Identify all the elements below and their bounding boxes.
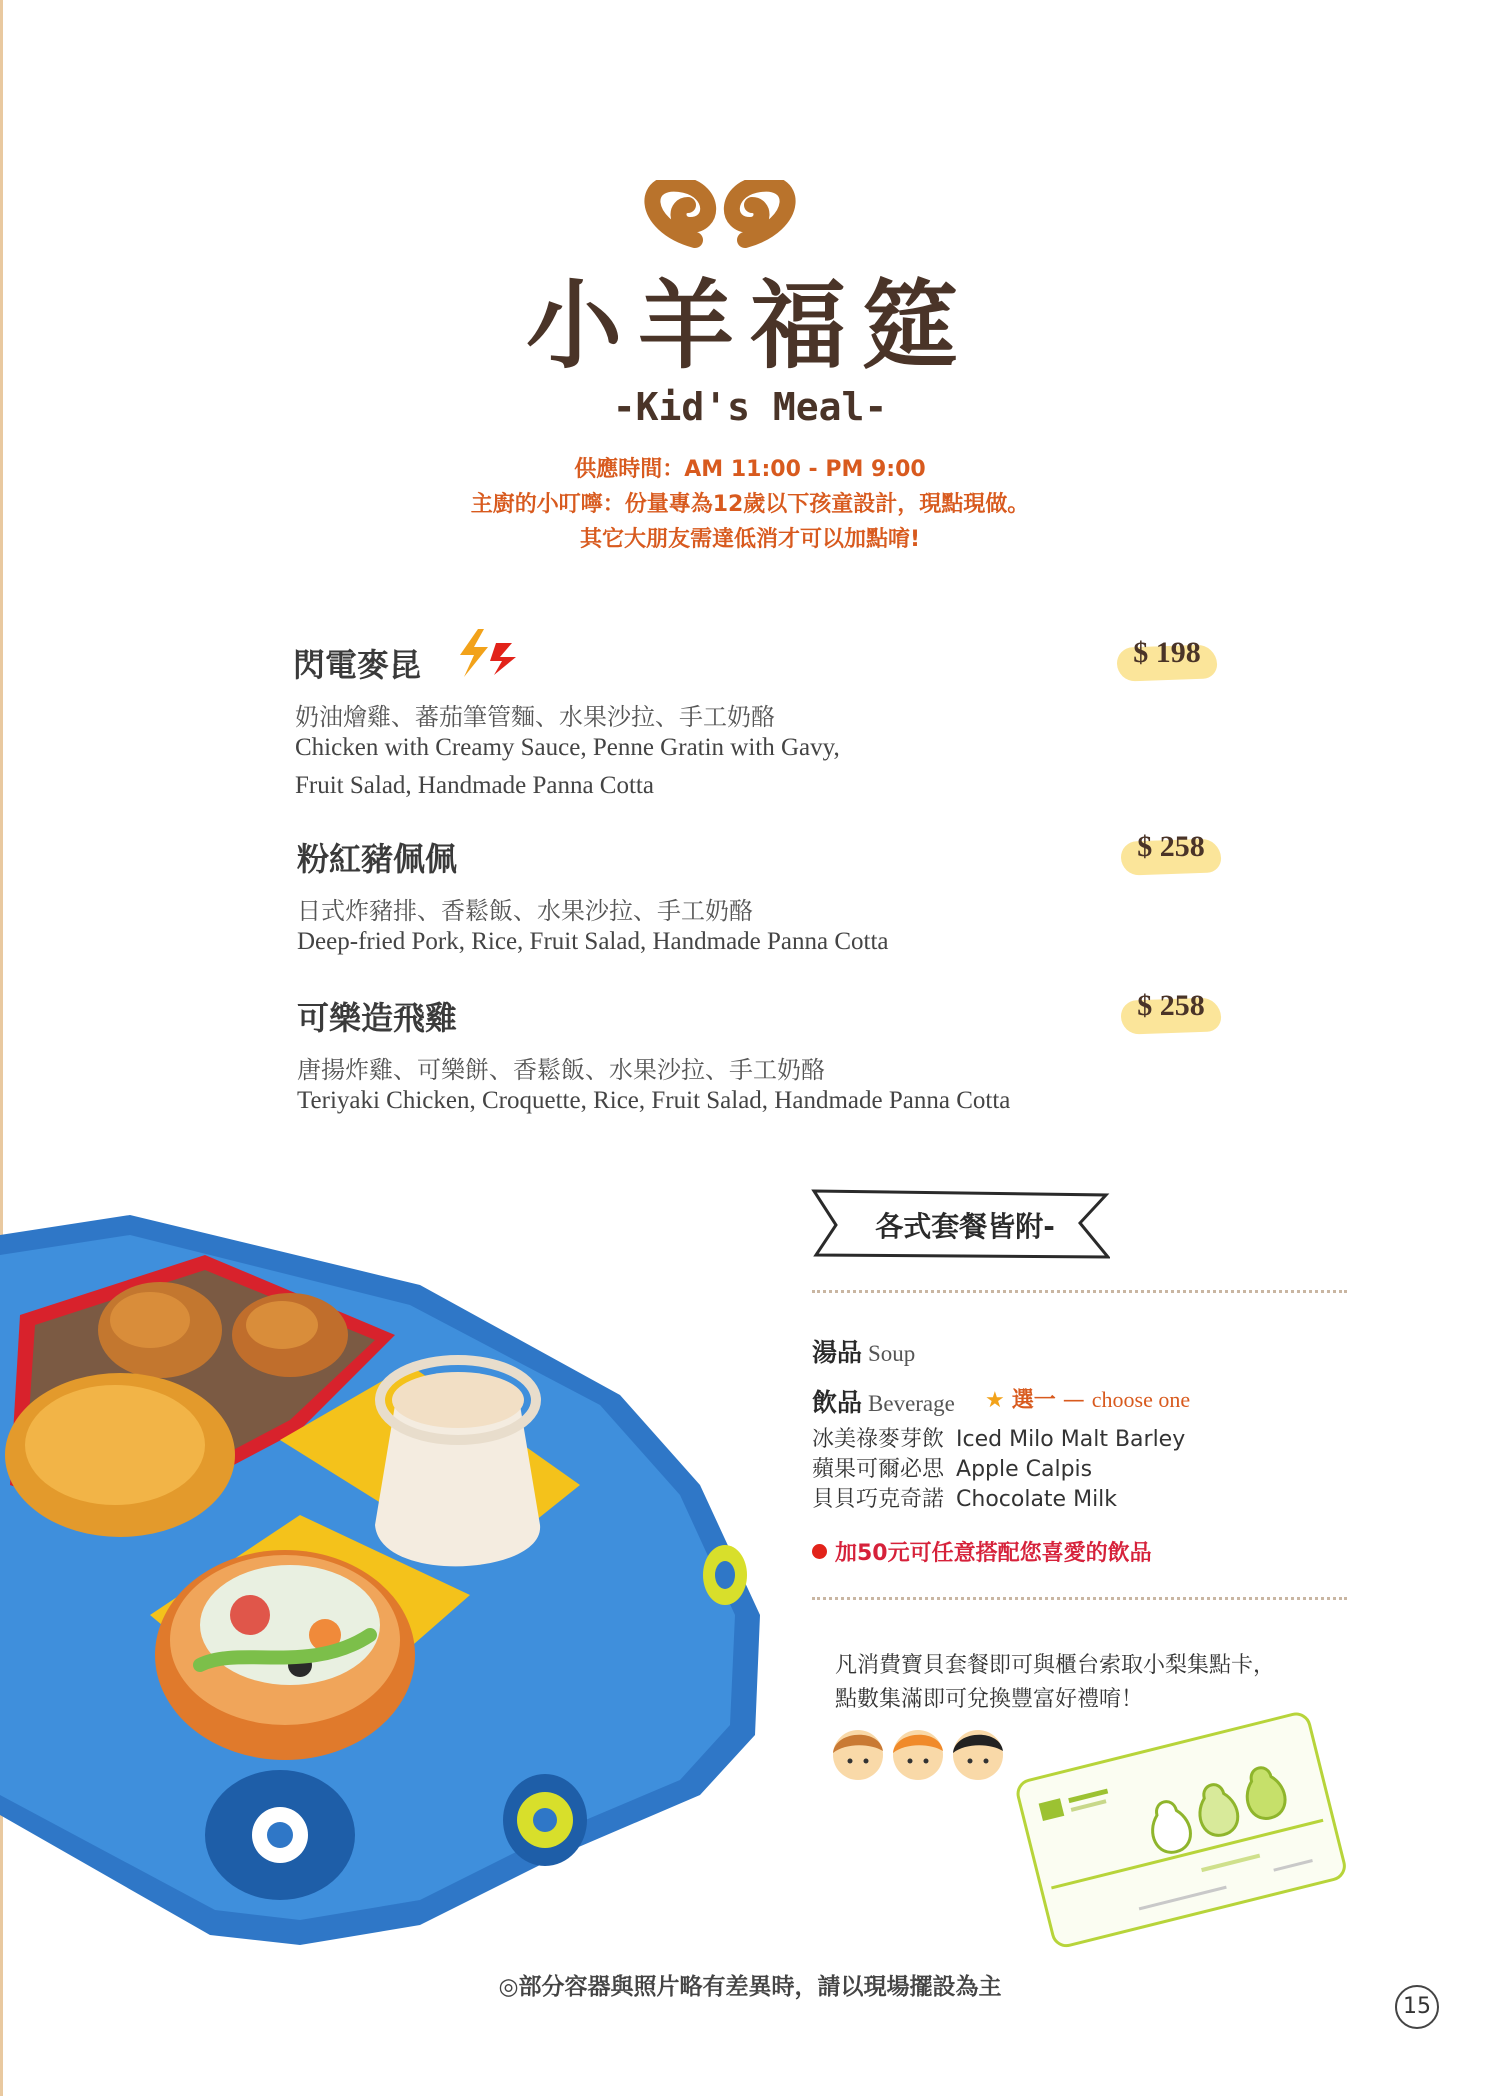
car-bento-photo: [0, 1195, 780, 1965]
page-number: 15: [1395, 1985, 1439, 2029]
price-text: $ 258: [1137, 830, 1205, 863]
bullet-dot-icon: [812, 1544, 827, 1559]
page-subtitle: -Kid's Meal-: [612, 385, 888, 429]
star-icon: ★: [985, 1388, 1005, 1413]
dotted-divider: [812, 1597, 1347, 1600]
service-hours: 供應時間：AM 11:00 - PM 9:00: [574, 457, 926, 482]
adult-note: 其它大朋友需達低消才可以加點唷!: [579, 527, 921, 552]
set-meal-banner-text: 各式套餐皆附-: [875, 1210, 1055, 1243]
beverage-label-en: Beverage: [868, 1391, 955, 1416]
beverage-item: [812, 1422, 1185, 1453]
menu-item-description-en: Fruit Salad, Handmade Panna Cotta: [295, 772, 654, 799]
menu-item-price: [1117, 636, 1217, 686]
beverage-name-en: Apple Calpis: [956, 1457, 1093, 1482]
menu-item-price: [1121, 989, 1221, 1039]
choose-dash: —: [1055, 1388, 1092, 1413]
addon-note: [812, 1536, 1152, 1567]
lightning-bolt-icon: [452, 627, 522, 679]
choose-one-note: [985, 1383, 1190, 1414]
beverage-name-zh: 蘋果可爾必思: [812, 1457, 945, 1482]
price-text: $ 198: [1133, 636, 1201, 669]
title-logo: [490, 180, 1010, 380]
soup-label-zh: 湯品: [812, 1338, 863, 1367]
menu-item-name: 可樂造飛雞: [297, 999, 458, 1037]
addon-text: 加50元可任意搭配您喜愛的飲品: [835, 1541, 1152, 1566]
soup-label: [812, 1333, 915, 1369]
soup-label-en: Soup: [868, 1341, 916, 1366]
menu-item-description-en: Chicken with Creamy Sauce, Penne Gratin with Gavy,: [295, 734, 840, 761]
choose-one-zh: 選一: [1011, 1388, 1056, 1413]
menu-item-description-en: Teriyaki Chicken, Croquette, Rice, Fruit Salad, Handmade Panna Cotta: [297, 1087, 1011, 1114]
card-note-line: 凡消費寶貝套餐即可與櫃台索取小梨集點卡，: [835, 1653, 1276, 1678]
beverage-name-zh: 貝貝巧克奇諾: [812, 1487, 945, 1512]
kid-faces-icon: [830, 1725, 1010, 1785]
menu-item-price: [1121, 830, 1221, 880]
chef-note: 主廚的小叮嚀：份量專為12歲以下孩童設計，現點現做。: [470, 492, 1030, 517]
footer-disclaimer: ◎部分容器與照片略有差異時，請以現場擺設為主: [498, 1974, 1002, 2000]
beverage-item: [812, 1452, 1092, 1483]
price-text: $ 258: [1137, 989, 1205, 1022]
beverage-name-en: Chocolate Milk: [956, 1487, 1118, 1512]
beverage-label-zh: 飲品: [812, 1388, 863, 1417]
beverage-name-zh: 冰美祿麥芽飲: [812, 1427, 945, 1452]
beverage-item: [812, 1482, 1117, 1513]
menu-item-description-en: Deep-fried Pork, Rice, Fruit Salad, Handmade Panna Cotta: [297, 928, 889, 955]
beverage-label: [812, 1383, 955, 1419]
set-meal-banner: [810, 1185, 1110, 1265]
menu-item-description-zh: 日式炸豬排、香鬆飯、水果沙拉、手工奶酪: [297, 897, 753, 925]
point-card-image: [1010, 1700, 1350, 1950]
menu-item-description-zh: 奶油燴雞、蕃茄筆管麵、水果沙拉、手工奶酪: [295, 703, 775, 731]
menu-item-name: 粉紅豬佩佩: [297, 840, 458, 878]
card-note-line: 點數集滿即可兌換豐富好禮唷！: [835, 1687, 1144, 1712]
beverage-name-en: Iced Milo Malt Barley: [956, 1427, 1186, 1452]
page-title: 小羊福筵: [526, 269, 974, 382]
dotted-divider: [812, 1290, 1347, 1293]
menu-item-name: 閃電麥昆: [293, 646, 422, 684]
choose-one-en: choose one: [1091, 1387, 1191, 1412]
menu-item-description-zh: 唐揚炸雞、可樂餅、香鬆飯、水果沙拉、手工奶酪: [297, 1056, 825, 1084]
